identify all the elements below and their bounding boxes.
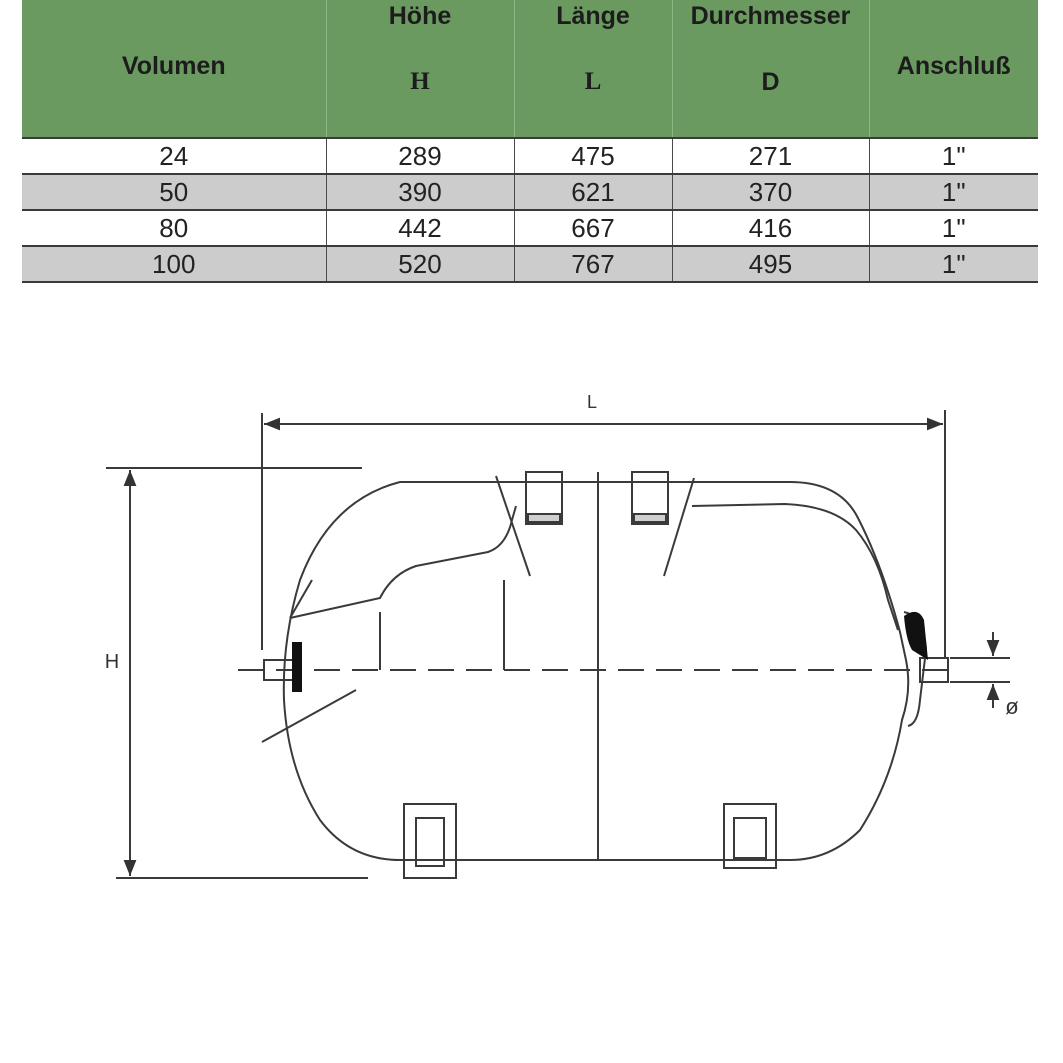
header-length-label: Länge: [556, 2, 630, 30]
header-height-label: Höhe: [388, 2, 452, 30]
height-label: H: [104, 651, 120, 673]
left-flange: [292, 642, 302, 692]
bladder-line: [290, 506, 516, 618]
header-connection-label: Anschluß: [896, 52, 1011, 80]
cell-length: 667: [514, 210, 672, 246]
foot-left-inner: [416, 818, 444, 866]
cell-height: 390: [326, 174, 514, 210]
cell-diameter: 271: [672, 138, 869, 174]
cell-height: 520: [326, 246, 514, 282]
header-diameter-label: Durchmesser: [690, 2, 851, 30]
cell-connection: 1": [869, 210, 1038, 246]
length-label: L: [586, 392, 598, 412]
header-diameter-symbol: D: [761, 68, 780, 96]
right-flange: [904, 612, 928, 660]
diameter-label: ø: [1005, 694, 1019, 719]
cell-length: 767: [514, 246, 672, 282]
header-length-symbol: L: [584, 68, 602, 95]
cell-diameter: 495: [672, 246, 869, 282]
cell-connection: 1": [869, 174, 1038, 210]
foot-right-inner: [734, 818, 766, 858]
cell-diameter: 416: [672, 210, 869, 246]
cell-height: 289: [326, 138, 514, 174]
header-height-symbol: H: [410, 68, 430, 95]
top-bracket-left-plate: [528, 514, 560, 522]
cell-volume: 100: [22, 246, 326, 282]
lower-left-diagonal: [262, 690, 356, 742]
cell-diameter: 370: [672, 174, 869, 210]
bladder-hinge-left: [496, 476, 530, 576]
cell-height: 442: [326, 210, 514, 246]
cell-volume: 24: [22, 138, 326, 174]
cell-length: 475: [514, 138, 672, 174]
cell-length: 621: [514, 174, 672, 210]
cell-volume: 80: [22, 210, 326, 246]
upper-left-diagonal: [290, 580, 312, 618]
cell-connection: 1": [869, 246, 1038, 282]
bladder-top-line: [692, 504, 898, 630]
top-bracket-right-plate: [634, 514, 666, 522]
cell-connection: 1": [869, 138, 1038, 174]
header-volume-label: Volumen: [121, 52, 226, 80]
cell-volume: 50: [22, 174, 326, 210]
